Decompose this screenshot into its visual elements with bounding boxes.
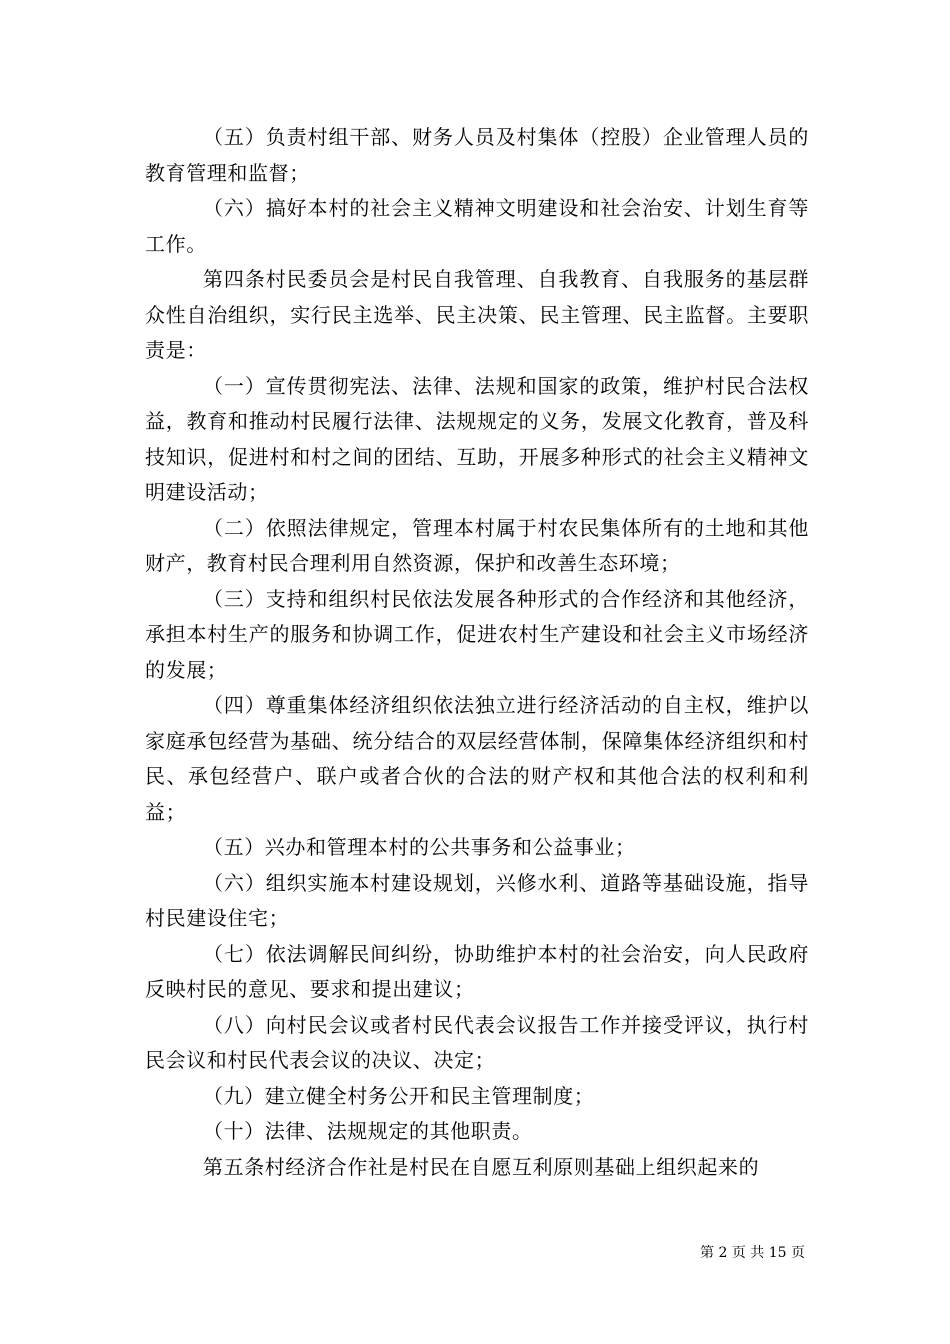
paragraph: （六）组织实施本村建设规划，兴修水利、道路等基础设施，指导村民建设住宅；	[145, 870, 809, 930]
paragraph: （一）宣传贯彻宪法、法律、法规和国家的政策，维护村民合法权益，教育和推动村民履行法律、法规规定的义务，发展文化教育，普及科技知识，促进村和村之间的团结、互助，开展多种形式的社会主义精神文明建设活动；	[145, 373, 809, 504]
paragraph: 第五条村经济合作社是村民在自愿互利原则基础上组织起来的	[203, 1154, 760, 1179]
paragraph: （十）法律、法规规定的其他职责。	[203, 1119, 533, 1143]
paragraph: （五）兴办和管理本村的公共事务和公益事业；	[203, 835, 636, 859]
paragraph: （三）支持和组织村民依法发展各种形式的合作经济和其他经济，承担本村生产的服务和协调工作，促进农村生产建设和社会主义市场经济的发展；	[145, 586, 809, 682]
paragraph: 第四条村民委员会是村民自我管理、自我教育、自我服务的基层群众性自治组织，实行民主选举、民主决策、民主管理、民主监督。主要职责是：	[145, 267, 809, 362]
paragraph: （二）依照法律规定，管理本村属于村农民集体所有的土地和其他财产，教育村民合理利用自然资源，保护和改善生态环境；	[145, 515, 809, 575]
page-number: 第 2 页 共 15 页	[700, 1245, 805, 1261]
document-body	[145, 120, 809, 1185]
paragraph: （七）依法调解民间纠纷，协助维护本村的社会治安，向人民政府反映村民的意见、要求和提出建议；	[145, 941, 809, 1001]
paragraph: （九）建立健全村务公开和民主管理制度；	[203, 1083, 595, 1108]
paragraph: （五）负责村组干部、财务人员及村集体（控股）企业管理人员的教育管理和监督；	[145, 125, 809, 185]
paragraph: （八）向村民会议或者村民代表会议报告工作并接受评议，执行村民会议和村民代表会议的决议、决定；	[145, 1012, 809, 1072]
paragraph: （六）搞好本村的社会主义精神文明建设和社会治安、计划生育等工作。	[145, 196, 809, 256]
paragraph: （四）尊重集体经济组织依法独立进行经济活动的自主权，维护以家庭承包经营为基础、统分结合的双层经营体制，保障集体经济组织和村民、承包经营户、联户或者合伙的合法的财产权和其他合法的权利和利益；	[145, 693, 809, 824]
